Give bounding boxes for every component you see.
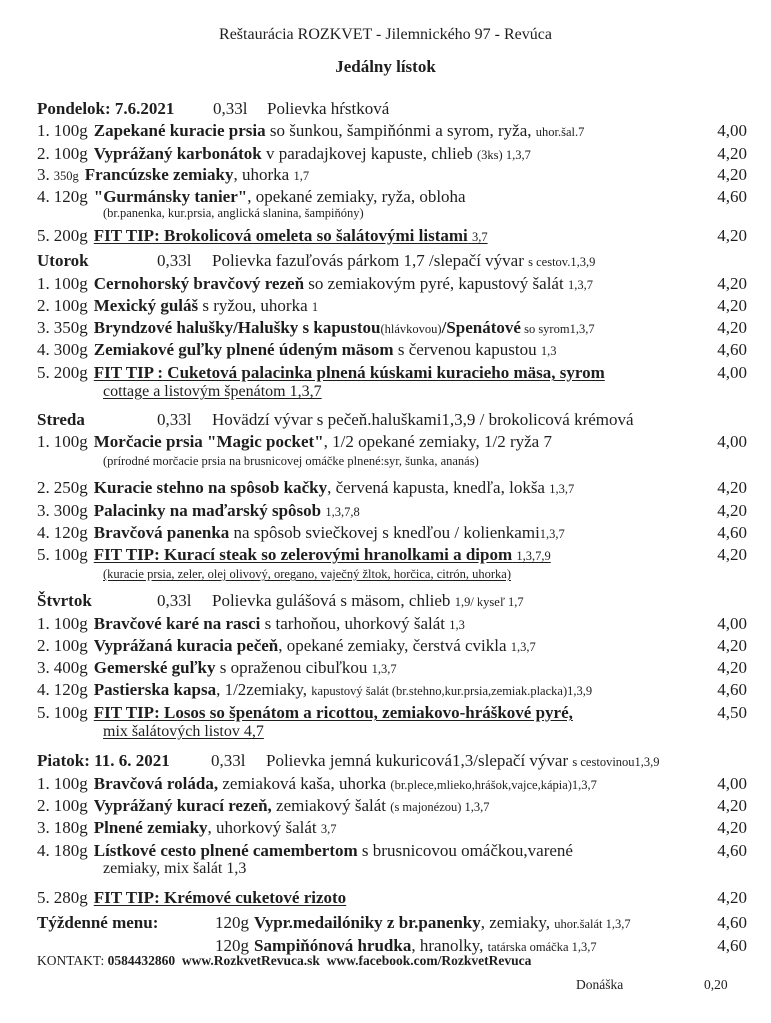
item-text: , uhorkový šalát	[207, 818, 321, 837]
item-description	[94, 478, 574, 497]
menu-item	[37, 613, 747, 635]
item-name: "Gurmánsky tanier"	[93, 187, 248, 206]
item-weight: 180g	[53, 818, 88, 837]
item-price: 4,00	[717, 121, 747, 140]
item-text: , 1/2 opekané zemiaky, 1/2 ryža 7	[323, 432, 552, 451]
item-name: Gemerské guľky	[93, 658, 216, 677]
item-number: 3.	[37, 318, 50, 337]
day-name: Štvrtok	[37, 591, 92, 610]
item-name: Vyprážaný karbonátok	[93, 144, 262, 163]
item-price: 4,20	[717, 165, 747, 184]
item-description	[94, 545, 551, 564]
item-price: 4,20	[717, 818, 747, 837]
item-weight: 300g	[53, 501, 88, 520]
item-description	[85, 165, 309, 184]
item-number: 3.	[37, 658, 50, 677]
item-allergens: 1,3,7,9	[516, 549, 551, 563]
item-continuation: mix šalátových listov 4,7	[103, 723, 264, 740]
item-number: 5.	[37, 363, 50, 382]
item-name: Francúzske zemiaky	[84, 165, 234, 184]
item-text: s ryžou, uhorka	[198, 296, 312, 315]
soup-name: Polievka fazuľovás párkom 1,7 /slepačí vývar	[212, 251, 529, 270]
item-price: 4,20	[717, 658, 747, 677]
menu-item	[37, 317, 747, 339]
item-number: 4.	[37, 680, 50, 699]
item-weight: 350g	[53, 169, 79, 183]
menu-item	[37, 431, 747, 453]
item-weight: 100g	[53, 636, 88, 655]
item-number: 1.	[37, 774, 50, 793]
item-name: Bravčová roláda,	[93, 774, 219, 793]
item-allergens: 1,3	[449, 618, 465, 632]
soup-allergens: s cestovinou1,3,9	[572, 755, 660, 769]
item-weight: 280g	[53, 888, 88, 907]
item-name: Vyprážaná kuracia pečeň	[93, 636, 279, 655]
item-name: FIT TIP: Losos so špenátom a ricottou, zemiakovo-hráškové pyré,	[93, 703, 573, 722]
fit-tip-item	[37, 225, 747, 247]
item-text: s brusnicovou omáčkou,varené	[357, 841, 573, 860]
item-weight: 100g	[53, 432, 88, 451]
menu-item	[37, 679, 747, 701]
item-description	[94, 818, 337, 837]
day-header	[37, 750, 747, 772]
menu-item	[37, 500, 747, 522]
item-text: , červená kapusta, knedľa, lokša	[327, 478, 550, 497]
item-name: FIT TIP: Kurací steak so zelerovými hranolkami a dipom	[93, 545, 513, 564]
item-note: (prírodné morčacie prsia na brusnicovej omáčke plnené:syr, šunka, ananás)	[103, 454, 479, 468]
item-weight: 100g	[53, 796, 88, 815]
soup-allergens: s cestov.1,3,9	[528, 255, 596, 269]
item-name: Plnené zemiaky	[93, 818, 208, 837]
item-name: Bravčová panenka	[93, 523, 230, 542]
soup-line	[212, 590, 524, 613]
item-weight: 120g	[215, 913, 249, 932]
item-continuation: zemiaky, mix šalát 1,3	[103, 860, 247, 877]
item-allergens: 1,3,7	[510, 640, 536, 654]
soup-name: Polievka gulášová s mäsom, chlieb	[212, 591, 455, 610]
item-text: zemiakový šalát	[271, 796, 391, 815]
item-number: 3.	[37, 501, 50, 520]
item-text: , hranolky,	[411, 936, 488, 955]
item-price: 4,20	[717, 796, 747, 815]
item-name: Lístkové cesto plnené camembertom	[93, 841, 358, 860]
item-description	[94, 523, 565, 542]
item-price: 4,60	[717, 913, 747, 932]
item-description	[94, 363, 605, 382]
item-allergens: 1,7	[293, 169, 310, 183]
item-weight: 100g	[53, 296, 88, 315]
delivery-label: Donáška	[576, 977, 624, 992]
menu-item	[37, 339, 747, 361]
item-text: so šunkou, šampiňónmi a syrom, ryža,	[265, 121, 536, 140]
item-number: 5.	[37, 703, 50, 722]
item-price: 4,20	[717, 226, 747, 245]
item-description	[254, 913, 631, 932]
item-allergens: (br.plece,mlieko,hrášok,vajce,kápia)1,3,7	[390, 778, 597, 792]
item-number: 4.	[37, 340, 50, 359]
item-price: 4,00	[717, 614, 747, 633]
item-name: Morčacie prsia "Magic pocket"	[93, 432, 324, 451]
soup-volume: 0,33l	[211, 751, 246, 770]
item-weight: 250g	[53, 478, 88, 497]
item-description	[94, 501, 360, 520]
item-description	[94, 841, 573, 860]
day-name: Utorok	[37, 251, 89, 270]
item-weight: 100g	[53, 144, 88, 163]
soup-name: Polievka jemná kukuricová1,3/slepačí vývar	[266, 751, 573, 770]
item-allergens: 1	[311, 300, 319, 314]
item-allergens: 3,7	[320, 822, 337, 836]
item-number: 2.	[37, 478, 50, 497]
item-allergens: (hlávkovou)	[380, 322, 442, 336]
item-description	[94, 144, 531, 163]
item-text: s červenou kapustou	[393, 340, 541, 359]
item-note: (kuracie prsia, zeler, olej olivový, oregano, vaječný žltok, horčica, citrón, uhorka)	[103, 567, 512, 581]
item-weight: 120g	[53, 680, 88, 699]
menu-item	[37, 164, 747, 186]
item-weight: 100g	[53, 545, 88, 564]
item-name: Zemiakové guľky plnené údeným mäsom	[93, 340, 394, 359]
item-name-2: /Spenátové	[441, 318, 521, 337]
weekly-label: Týždenné menu:	[37, 913, 159, 932]
item-weight: 200g	[53, 363, 88, 382]
item-number: 3.	[37, 165, 50, 184]
item-allergens: 1,3	[540, 344, 557, 358]
weekly-menu-item	[215, 912, 747, 934]
soup-name: Polievka hŕstková	[267, 99, 390, 118]
item-text: s opraženou cibuľkou	[215, 658, 372, 677]
day-header	[37, 590, 747, 612]
item-price: 4,60	[717, 187, 747, 206]
item-description	[94, 658, 397, 677]
item-text: , opekané zemiaky, čerstvá cvikla	[278, 636, 511, 655]
item-allergens: 1,3,7	[567, 278, 593, 292]
item-text: , opekané zemiaky, ryža, obloha	[247, 187, 466, 206]
item-number: 5.	[37, 226, 50, 245]
item-number: 5.	[37, 888, 50, 907]
item-name: FIT TIP : Cuketová palacinka plnená kúskami kuracieho mäsa, syrom	[93, 363, 605, 382]
item-description	[94, 187, 466, 206]
item-number: 1.	[37, 121, 50, 140]
item-description	[94, 121, 585, 140]
item-name: FIT TIP: Krémové cuketové rizoto	[93, 888, 347, 907]
item-price: 4,20	[717, 144, 747, 163]
item-description	[94, 774, 597, 793]
item-description	[94, 318, 595, 337]
item-allergens: (s majonézou) 1,3,7	[390, 800, 490, 814]
menu-item	[37, 295, 747, 317]
item-price: 4,20	[717, 545, 747, 564]
item-number: 2.	[37, 296, 50, 315]
menu-item	[37, 273, 747, 295]
item-description	[94, 432, 552, 451]
contact-facebook: www.facebook.com/RozkvetRevuca	[326, 953, 532, 968]
item-name: Palacinky na maďarský spôsob	[93, 501, 322, 520]
item-price: 4,20	[717, 888, 747, 907]
item-text: , uhorka	[233, 165, 294, 184]
item-name: Sampiňónová hrudka	[254, 936, 412, 955]
item-description	[94, 636, 536, 655]
item-price: 4,00	[717, 774, 747, 793]
item-name: Vyprážaný kurací rezeň,	[93, 796, 272, 815]
soup-line	[212, 250, 595, 273]
menu-item	[37, 773, 747, 795]
menu-item	[37, 840, 747, 862]
item-number: 2.	[37, 144, 50, 163]
item-number: 1.	[37, 274, 50, 293]
menu-item	[37, 817, 747, 839]
fit-tip-item	[37, 887, 747, 909]
item-description	[94, 888, 346, 907]
item-description	[94, 680, 592, 699]
item-weight: 100g	[53, 121, 88, 140]
soup-volume: 0,33l	[213, 99, 248, 118]
item-number: 3.	[37, 818, 50, 837]
soup-line	[212, 409, 634, 432]
contact-line	[37, 953, 531, 969]
item-description	[94, 274, 593, 293]
item-text: so zemiakovým pyré, kapustový šalát	[304, 274, 568, 293]
soup-name: Hovädzí vývar s pečeň.haluškami1,3,9 / brokolicová krémová	[212, 410, 634, 429]
item-text: , zemiaky,	[480, 913, 555, 932]
item-price: 4,60	[717, 523, 747, 542]
item-weight: 100g	[53, 274, 88, 293]
item-price: 4,20	[717, 274, 747, 293]
item-price: 4,20	[717, 636, 747, 655]
contact-web: www.RozkvetRevuca.sk	[181, 953, 320, 968]
item-continuation: cottage a listovým špenátom 1,3,7	[103, 383, 322, 400]
item-price: 4,20	[717, 318, 747, 337]
item-weight: 400g	[53, 658, 88, 677]
item-weight: 180g	[53, 841, 88, 860]
item-number: 4.	[37, 187, 50, 206]
item-allergens-2: so syrom1,3,7	[520, 322, 595, 336]
item-text: na spôsob sviečkovej s knedľou / kolienkami	[229, 523, 540, 542]
item-name: Vypr.medailóniky z br.panenky	[254, 913, 481, 932]
delivery-price: 0,20	[704, 977, 728, 992]
item-name: Cernohorský bravčový rezeň	[93, 274, 305, 293]
fit-tip-item	[37, 544, 747, 566]
item-name: FIT TIP: Brokolicová omeleta so šalátovými listami	[93, 226, 468, 245]
menu-item	[37, 522, 747, 544]
item-weight: 120g	[215, 936, 249, 955]
menu-item	[37, 635, 747, 657]
item-allergens: tatárska omáčka 1,3,7	[487, 940, 597, 954]
item-weight: 120g	[53, 523, 88, 542]
day-header	[37, 98, 747, 120]
item-name: Kuracie stehno na spôsob kačky	[93, 478, 328, 497]
item-weight: 100g	[53, 774, 88, 793]
item-weight: 300g	[53, 340, 88, 359]
item-text: s tarhoňou, uhorkový šalát	[260, 614, 450, 633]
item-allergens: 1,3,7	[549, 482, 575, 496]
day-name: Piatok: 11. 6. 2021	[37, 751, 170, 770]
item-allergens: 1,3,7,8	[325, 505, 360, 519]
item-weight: 350g	[53, 318, 88, 337]
fit-tip-item	[37, 362, 747, 384]
item-number: 1.	[37, 432, 50, 451]
item-price: 4,50	[717, 703, 747, 722]
item-weight: 200g	[53, 226, 88, 245]
item-number: 1.	[37, 614, 50, 633]
item-number: 4.	[37, 841, 50, 860]
soup-allergens: 1,9/ kyseľ 1,7	[454, 595, 524, 609]
soup-volume: 0,33l	[157, 251, 192, 270]
item-price: 4,20	[717, 501, 747, 520]
item-price: 4,00	[717, 363, 747, 382]
item-description	[94, 226, 488, 245]
item-number: 5.	[37, 545, 50, 564]
item-number: 2.	[37, 796, 50, 815]
item-description	[94, 296, 318, 315]
item-description	[94, 340, 557, 359]
item-weight: 120g	[53, 187, 88, 206]
menu-item	[37, 657, 747, 679]
contact-label: KONTAKT:	[37, 953, 108, 968]
item-price: 4,60	[717, 841, 747, 860]
day-name: Streda	[37, 410, 85, 429]
item-name: Pastierska kapsa	[93, 680, 217, 699]
item-price: 4,60	[717, 936, 747, 955]
menu-title: Jedálny lístok	[335, 57, 436, 76]
item-name: Bryndzové halušky/Halušky s kapustou	[93, 318, 381, 337]
item-text: zemiaková kaša, uhorka	[218, 774, 391, 793]
contact-phone: 0584432860	[107, 953, 176, 968]
day-header	[37, 250, 747, 272]
item-description	[94, 703, 573, 722]
item-price: 4,20	[717, 478, 747, 497]
soup-line	[267, 98, 389, 121]
item-number: 4.	[37, 523, 50, 542]
item-text: v paradajkovej kapuste, chlieb	[261, 144, 478, 163]
item-description	[94, 796, 490, 815]
item-note: (br.panenka, kur.prsia, anglická slanina, šampiňóny)	[103, 206, 364, 220]
soup-volume: 0,33l	[157, 410, 192, 429]
soup-line	[266, 750, 660, 773]
day-header	[37, 409, 747, 431]
item-price: 4,60	[717, 340, 747, 359]
item-weight: 100g	[53, 703, 88, 722]
menu-item	[37, 120, 747, 142]
restaurant-header: Reštaurácia ROZKVET - Jilemnického 97 - Revúca	[219, 26, 552, 43]
item-price: 4,00	[717, 432, 747, 451]
item-name: Zapekané kuracie prsia	[93, 121, 266, 140]
item-weight: 100g	[53, 614, 88, 633]
item-name: Bravčové karé na rasci	[93, 614, 261, 633]
item-number: 2.	[37, 636, 50, 655]
menu-item	[37, 795, 747, 817]
menu-item	[37, 143, 747, 165]
soup-volume: 0,33l	[157, 591, 192, 610]
item-allergens: 3,7	[472, 230, 488, 244]
item-allergens: 1,3,7	[539, 527, 565, 541]
item-allergens: uhor.šalát 1,3,7	[554, 917, 631, 931]
menu-item	[37, 477, 747, 499]
item-allergens: uhor.šal.7	[535, 125, 585, 139]
item-allergens: (3ks) 1,3,7	[477, 148, 531, 162]
item-description	[94, 614, 465, 633]
item-allergens: kapustový šalát (br.stehno,kur.prsia,zemiak.placka)1,3,9	[311, 684, 593, 698]
item-allergens: 1,3,7	[371, 662, 397, 676]
item-name: Mexický guláš	[93, 296, 199, 315]
item-text: , 1/2zemiaky,	[216, 680, 312, 699]
item-price: 4,60	[717, 680, 747, 699]
fit-tip-item	[37, 702, 747, 724]
item-price: 4,20	[717, 296, 747, 315]
day-name: Pondelok: 7.6.2021	[37, 99, 175, 118]
